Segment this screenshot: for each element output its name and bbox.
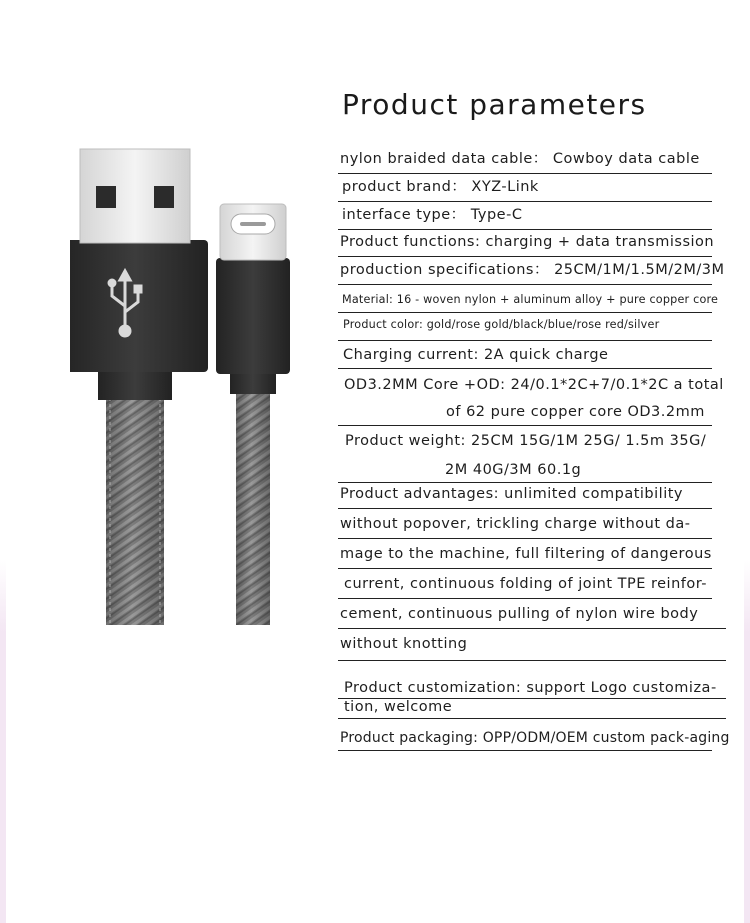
divider <box>338 538 712 539</box>
param-core-line-2: of 62 pure copper core OD3.2mm <box>446 404 705 420</box>
type-c-housing <box>216 258 290 374</box>
usb-a-cable <box>70 149 208 625</box>
divider <box>338 482 712 483</box>
param-advantages-line-5: cement, continuous pulling of nylon wire body <box>340 606 699 622</box>
param-charging-current: Charging current: 2A quick charge <box>343 347 609 363</box>
usb-a-housing <box>70 240 208 372</box>
divider <box>338 508 712 509</box>
divider <box>338 368 712 369</box>
divider <box>338 718 726 719</box>
type-c-cable <box>216 204 290 625</box>
param-advantages-line-6: without knotting <box>340 636 468 652</box>
usb-a-contact-left <box>96 186 116 208</box>
param-color: Product color: gold/rose gold/black/blue/rose red/silver <box>343 318 660 331</box>
divider <box>338 425 712 426</box>
param-cable-type: nylon braided data cable： Cowboy data cable <box>340 151 700 167</box>
param-specifications: production specifications： 25CM/1M/1.5M/2M/3M <box>340 262 725 278</box>
divider <box>338 312 712 313</box>
param-advantages-line-1: Product advantages: unlimited compatibility <box>340 486 683 502</box>
type-c-strain-relief <box>230 372 276 394</box>
product-image-cables <box>70 140 300 630</box>
divider <box>338 229 712 230</box>
param-material: Material: 16 - woven nylon + aluminum alloy + pure copper core <box>342 293 719 306</box>
divider <box>338 173 712 174</box>
param-customization-line-2: tion, welcome <box>344 699 453 715</box>
background-fade-right <box>744 560 750 923</box>
param-advantages-line-3: mage to the machine, full filtering of dangerous <box>340 546 712 562</box>
divider <box>338 628 726 629</box>
param-interface: interface type： Type-C <box>342 207 523 223</box>
param-advantages-line-4: current, continuous folding of joint TPE reinfor- <box>344 576 708 592</box>
divider <box>338 284 712 285</box>
divider <box>338 598 712 599</box>
param-advantages-line-2: without popover, trickling charge without da- <box>340 516 691 532</box>
param-brand: product brand： XYZ-Link <box>342 179 539 195</box>
param-packaging: Product packaging: OPP/ODM/OEM custom pack-aging <box>340 730 730 746</box>
param-functions: Product functions: charging + data transmission <box>340 234 715 250</box>
param-weight-line-2: 2M 40G/3M 60.1g <box>445 462 582 478</box>
divider <box>338 750 712 751</box>
param-weight-line-1: Product weight: 25CM 15G/1M 25G/ 1.5m 35G/ <box>345 433 707 449</box>
divider <box>338 660 726 661</box>
divider <box>338 568 712 569</box>
param-customization-line-1: Product customization: support Logo customiza- <box>344 680 717 696</box>
divider <box>338 340 712 341</box>
usb-a-contact-right <box>154 186 174 208</box>
param-core-line-1: OD3.2MM Core +OD: 24/0.1*2C+7/0.1*2C a total <box>344 377 724 393</box>
divider <box>338 201 712 202</box>
background-fade-left <box>0 560 6 923</box>
usb-a-strain-relief <box>98 370 172 400</box>
page-title: Product parameters <box>342 88 647 121</box>
divider <box>338 256 712 257</box>
